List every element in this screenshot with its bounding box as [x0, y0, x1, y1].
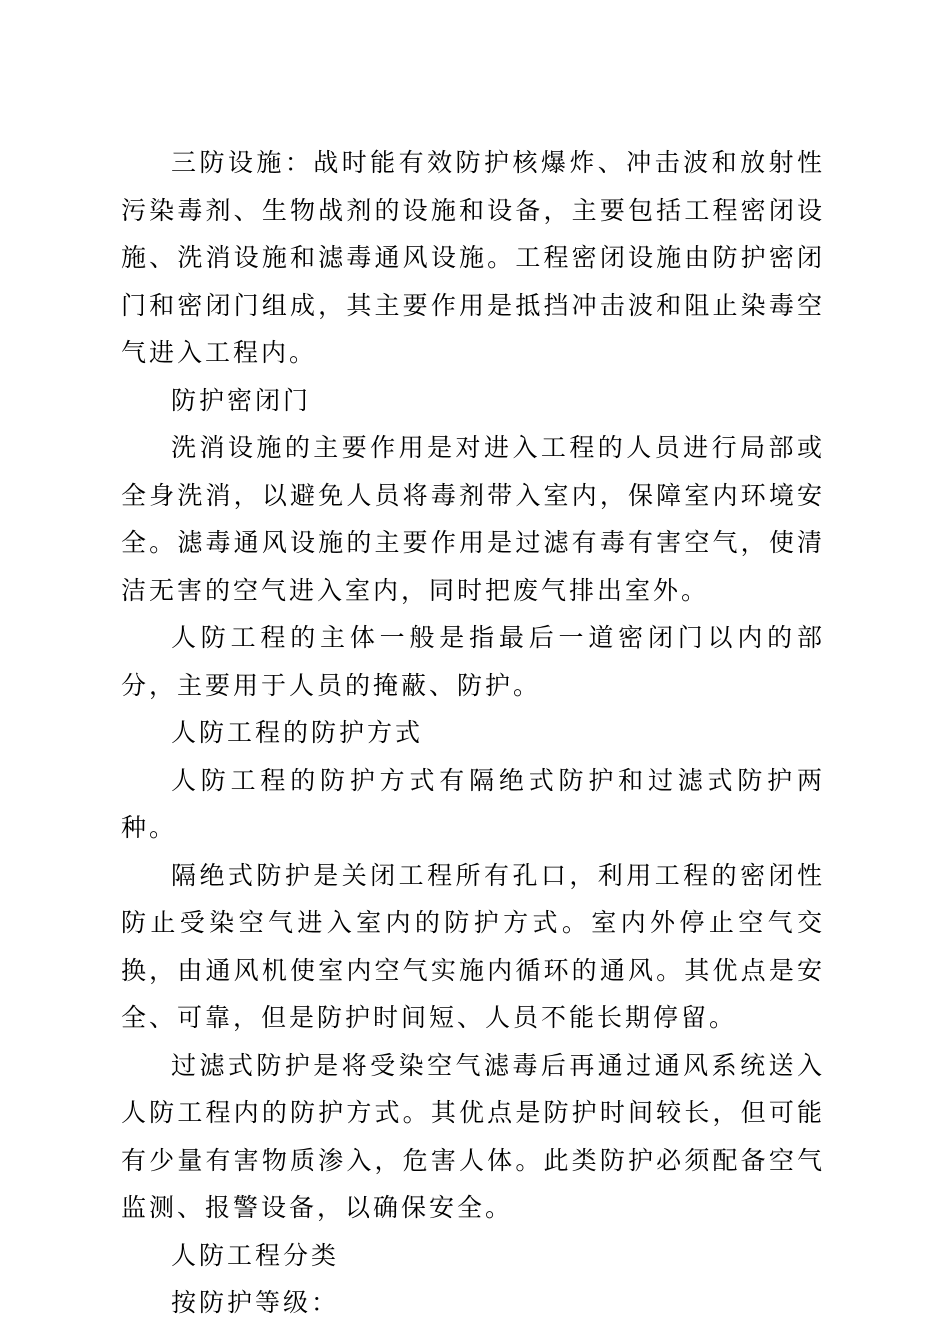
- paragraph-filtration-protection: 过滤式防护是将受染空气滤毒后再通过通风系统送入人防工程内的防护方式。其优点是防护时间较长，但可能有少量有害物质渗入，危害人体。此类防护必须配备空气监测、报警设备，以确保安全。: [121, 1050, 825, 1222]
- paragraph-isolation-protection: 隔绝式防护是关闭工程所有孔口，利用工程的密闭性防止受染空气进入室内的防护方式。室内外停止空气交换，由通风机使室内空气实施内循环的通风。其优点是安全、可靠，但是防护时间短、人员不能长期停留。: [121, 860, 825, 1032]
- heading-protective-airtight-door: 防护密闭门: [171, 385, 312, 415]
- paragraph-protection-methods-intro: 人防工程的防护方式有隔绝式防护和过滤式防护两种。: [121, 765, 825, 842]
- heading-protection-methods: 人防工程的防护方式: [171, 718, 424, 747]
- paragraph-decontamination-facilities: 洗消设施的主要作用是对进入工程的人员进行局部或全身洗消，以避免人员将毒剂带入室内，保障室内环境安全。滤毒通风设施的主要作用是过滤有毒有害空气，使清洁无害的空气进入室内，同时把废气排出室外。: [121, 433, 825, 605]
- heading-classification: 人防工程分类: [171, 1240, 340, 1270]
- document-body: [121, 139, 825, 1327]
- paragraph-by-protection-level: 按防护等级：: [171, 1288, 340, 1317]
- paragraph-three-defense-facilities: 三防设施：战时能有效防护核爆炸、冲击波和放射性污染毒剂、生物战剂的设施和设备，主要包括工程密闭设施、洗消设施和滤毒通风设施。工程密闭设施由防护密闭门和密闭门组成，其主要作用是抵挡冲击波和阻止染毒空气进入工程内。: [121, 148, 825, 367]
- paragraph-main-body: 人防工程的主体一般是指最后一道密闭门以内的部分，主要用于人员的掩蔽、防护。: [121, 623, 825, 700]
